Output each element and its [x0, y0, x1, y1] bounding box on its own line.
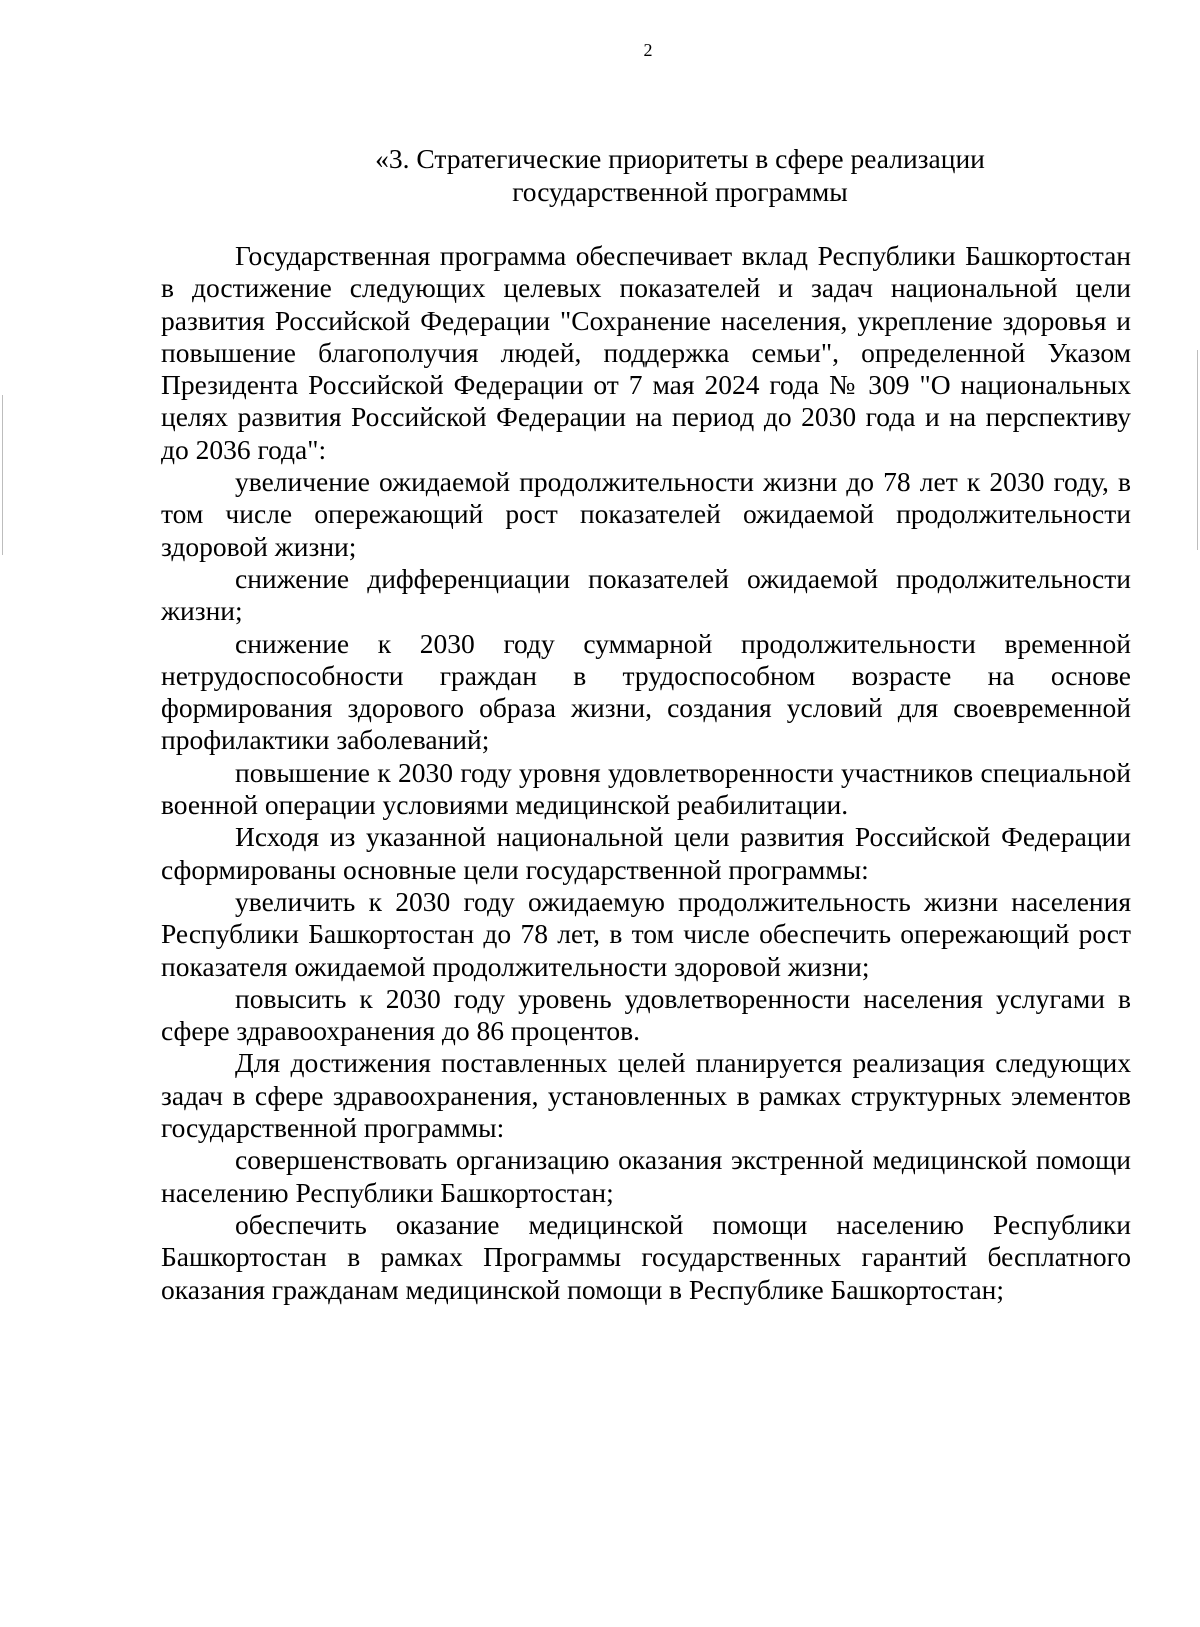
- paragraph-main-goal-2: повысить к 2030 году уровень удовлетворенности населения услугами в сфере здравоохранения до 86 процентов.: [161, 982, 1131, 1047]
- paragraph-goal-life-expectancy: увеличение ожидаемой продолжительности жизни до 78 лет к 2030 году, в том числе опережающий рост показателей ожидаемой продолжительности здоровой жизни;: [161, 466, 1131, 562]
- paragraph-goal-rehabilitation: повышение к 2030 году уровня удовлетворенности участников специальной военной операции условиями медицинской реабилитации.: [161, 756, 1131, 821]
- paragraph-intro: Государственная программа обеспечивает вклад Республики Башкортостан в достижение следующих целевых показателей и задач национальной цели развития Российской Федерации "Сохранение населения, укрепление здоровья и повышение благополучия людей, поддержка семьи", определенной Указом Президента Российской Федерации от 7 мая 2024 года № 309 "О национальных целях развития Российской Федерации на период до 2030 года и на перспективу до 2036 года":: [161, 240, 1131, 465]
- paragraph-goal-disability: снижение к 2030 году суммарной продолжительности временной нетрудоспособности граждан в трудоспособном возрасте на основе формирования здорового образа жизни, создания условий для своевременной профилактики заболеваний;: [161, 627, 1131, 756]
- paragraph-task-emergency-care: совершенствовать организацию оказания экстренной медицинской помощи населению Республики Башкортостан;: [161, 1144, 1131, 1208]
- section-heading: [160, 142, 1130, 208]
- section-heading-line-1: «3. Стратегические приоритеты в сфере реализации: [375, 143, 985, 174]
- paragraph-task-state-guarantees: обеспечить оказание медицинской помощи населению Республики Башкортостан в рамках Программы государственных гарантий бесплатного оказания гражданам медицинской помощи в Республике Башкортостан;: [161, 1208, 1131, 1305]
- paragraph-tasks-intro: Для достижения поставленных целей планируется реализация следующих задач в сфере здравоохранения, установленных в рамках структурных элементов государственной программы:: [161, 1047, 1131, 1144]
- paragraph-main-goals-intro: Исходя из указанной национальной цели развития Российской Федерации сформированы основные цели государственной программы:: [161, 821, 1131, 885]
- page-number: 2: [643, 40, 653, 60]
- paragraph-main-goal-1: увеличить к 2030 году ожидаемую продолжительность жизни населения Республики Башкортостан до 78 лет, в том числе обеспечить опережающий рост показателя ожидаемой продолжительности здоровой жизни;: [161, 885, 1131, 982]
- scan-edge-mark: [1197, 350, 1198, 550]
- scan-edge-mark: [2, 395, 3, 555]
- section-heading-line-2: государственной программы: [512, 176, 848, 207]
- document-body: [161, 240, 1131, 1306]
- paragraph-goal-differentiation: снижение дифференциации показателей ожидаемой продолжительности жизни;: [161, 562, 1131, 627]
